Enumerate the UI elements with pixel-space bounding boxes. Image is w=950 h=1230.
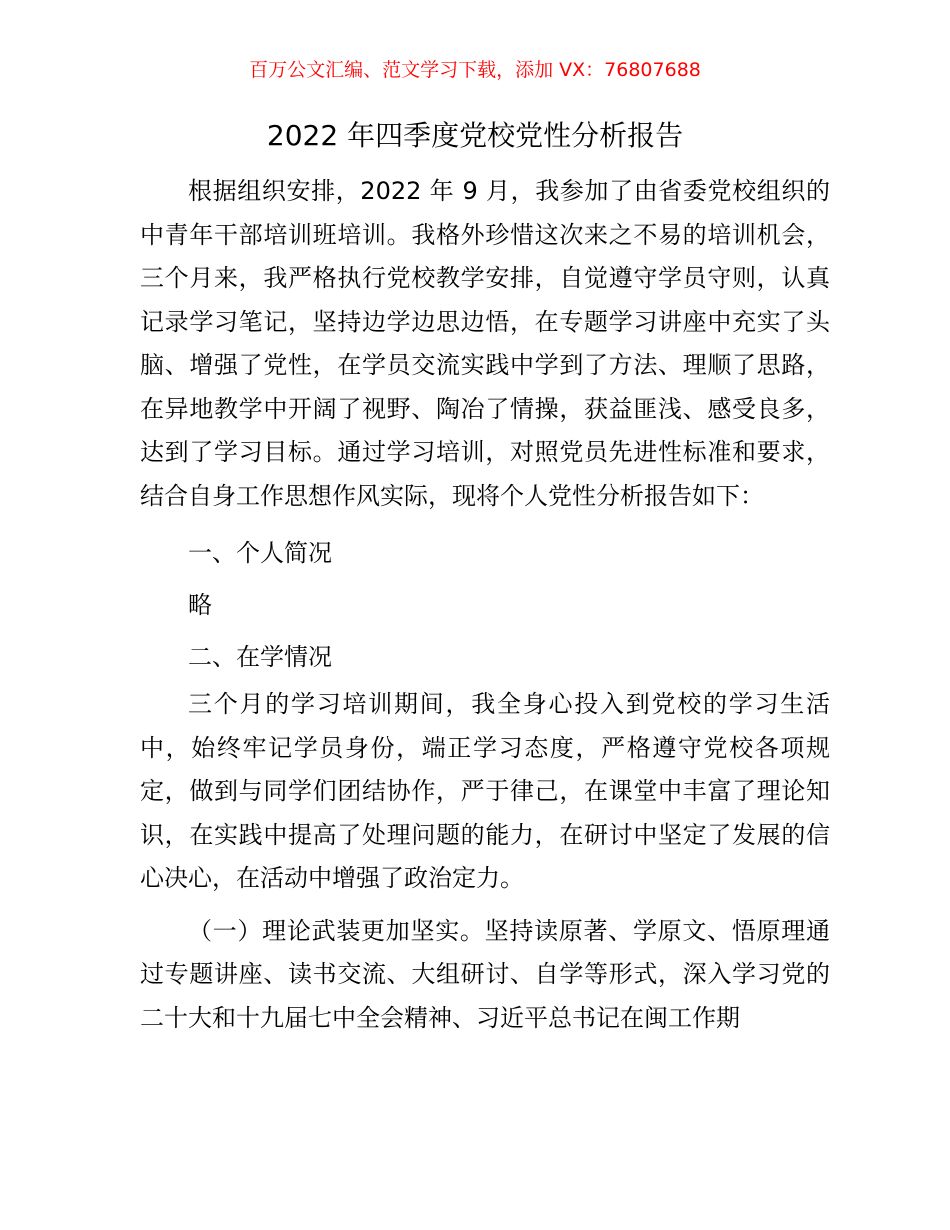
section2-paragraph: 三个月的学习培训期间，我全身心投入到党校的学习生活中，始终牢记学员身份，端正学习态度，严格遵守党校各项规定，做到与同学们团结协作，严于律己，在课堂中丰富了理论知识，在实践中提高了处理问题的能力，在研讨中坚定了发展的信心决心，在活动中增强了政治定力。 <box>140 690 830 892</box>
section1-heading: 一、个人简况 <box>188 539 332 567</box>
document-body <box>140 170 830 1040</box>
subsection1-paragraph: （一）理论武装更加坚实。坚持读原著、学原文、悟原理通过专题讲座、读书交流、大组研讨、自学等形式，深入学习党的二十大和十九届七中全会精神、习近平总书记在闽工作期 <box>140 916 830 1032</box>
document-title: 2022 年四季度党校党性分析报告 <box>266 119 684 152</box>
section2-heading: 二、在学情况 <box>188 643 332 671</box>
intro-paragraph: 根据组织安排，2022 年 9 月，我参加了由省委党校组织的中青年干部培训班培训。我格外珍惜这次来之不易的培训机会，三个月来，我严格执行党校教学安排，自觉遵守学员守则，认真记录学习笔记，坚持边学边思边悟，在专题学习讲座中充实了头脑、增强了党性，在学员交流实践中学到了方法、理顺了思路，在异地教学中开阔了视野、陶冶了情操，获益匪浅、感受良多，达到了学习目标。通过学习培训，对照党员先进性标准和要求，结合自身工作思想作风实际，现将个人党性分析报告如下： <box>140 177 830 510</box>
watermark-banner: 百万公文汇编、范文学习下载，添加 VX：76807688 <box>249 59 701 81</box>
section1-body: 略 <box>188 591 212 619</box>
